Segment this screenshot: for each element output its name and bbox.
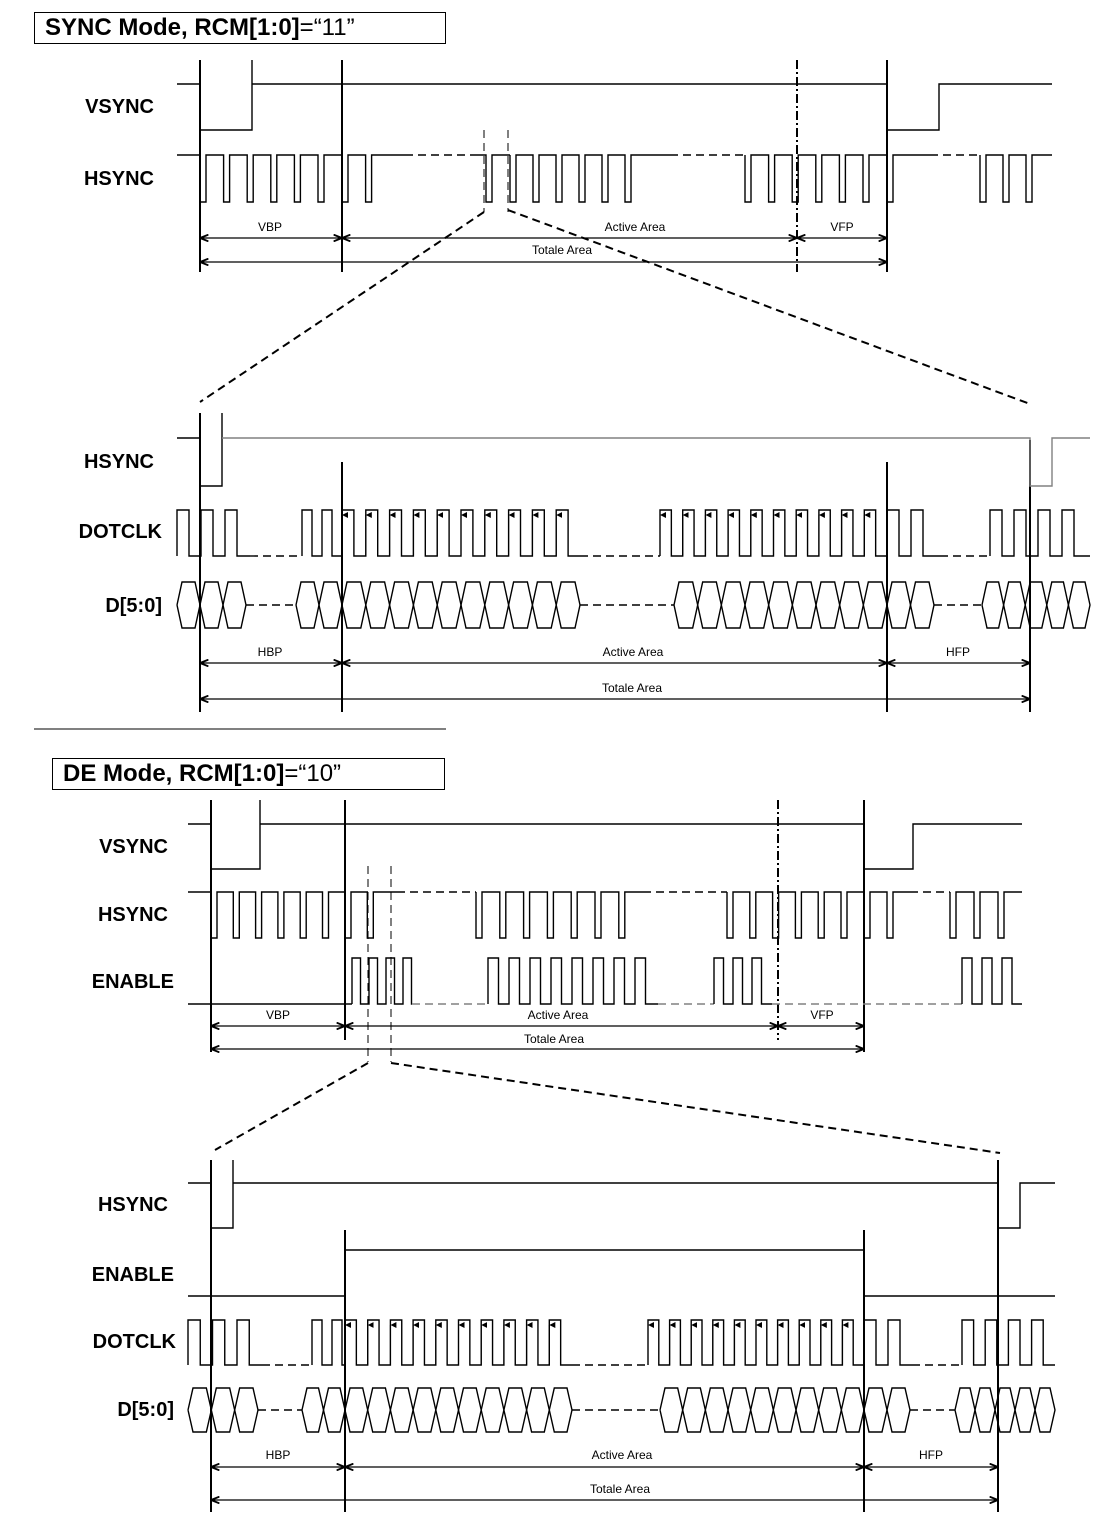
de-detail-dotclk-hbp bbox=[188, 1320, 262, 1365]
de-detail-data-tail-cell bbox=[1035, 1388, 1055, 1432]
de-totale-area-label: Totale Area bbox=[523, 1032, 585, 1046]
de-detail-data-active-2-cell bbox=[796, 1388, 819, 1432]
de-hsync-tail-pulses-2 bbox=[950, 892, 1022, 938]
sync-detail-data-active-2-cell bbox=[792, 582, 816, 628]
sync-detail-dotclk-hbp-2 bbox=[302, 510, 342, 556]
de-detail-hsync-label: HSYNC bbox=[97, 1194, 168, 1216]
sync-detail-data-active-cell bbox=[461, 582, 485, 628]
sync-detail-data-active-2-cell bbox=[698, 582, 722, 628]
de-detail-data-active-cell bbox=[436, 1388, 459, 1432]
de-detail-dotclk-hbp-2 bbox=[312, 1320, 345, 1365]
de-enable-label: ENABLE bbox=[91, 971, 174, 993]
de-detail-active-area-label: Active Area bbox=[591, 1448, 653, 1462]
de-hsync-tail-pulses bbox=[864, 892, 910, 938]
sync-detail-active-area-label: Active Area bbox=[602, 645, 664, 659]
de-detail-enable-waveform bbox=[188, 1250, 1055, 1296]
de-hsync-vbp-pulses bbox=[211, 892, 345, 938]
sync-detail-dotclk-label: DOTCLK bbox=[78, 521, 162, 543]
de-detail-data-active-2-cell bbox=[819, 1388, 842, 1432]
sync-detail-data-active-2-cell bbox=[769, 582, 793, 628]
de-mode-title-suffix: =“10” bbox=[284, 760, 342, 787]
sync-hsync-vfp-pulses bbox=[745, 155, 887, 202]
sync-hsync-tail-pulses bbox=[887, 155, 930, 202]
sync-detail-hsync-waveform bbox=[222, 438, 1090, 486]
de-detail-data-active-cell bbox=[390, 1388, 413, 1432]
de-detail-data-active-cell bbox=[527, 1388, 550, 1432]
de-detail-data-hbp-2-cell bbox=[302, 1388, 324, 1432]
de-vsync-label: VSYNC bbox=[99, 836, 168, 858]
de-detail-data-hfp-cell bbox=[887, 1388, 910, 1432]
de-detail-data-active-cell bbox=[549, 1388, 572, 1432]
sync-detail-data-hbp-cell bbox=[200, 582, 223, 628]
sync-mode-title-prefix: SYNC Mode, RCM[1:0] bbox=[45, 14, 300, 41]
de-detail-data-active-cell bbox=[459, 1388, 482, 1432]
de-detail-data-hbp-cell bbox=[211, 1388, 234, 1432]
de-detail-data-hbp-cell bbox=[188, 1388, 211, 1432]
sync-detail-data-hbp-2-cell bbox=[296, 582, 319, 628]
sync-zoom-projection-right bbox=[508, 210, 1030, 404]
de-detail-data-active-2-cell bbox=[751, 1388, 774, 1432]
sync-detail-data-active-cell bbox=[485, 582, 509, 628]
de-detail-data-active-2-cell bbox=[683, 1388, 706, 1432]
de-detail-data-hbp-2-cell bbox=[324, 1388, 346, 1432]
de-zoom-projection-left bbox=[215, 1063, 368, 1150]
de-detail-data-active-cell bbox=[368, 1388, 391, 1432]
sync-totale-area-label: Totale Area bbox=[531, 243, 593, 257]
de-zoom-projection-right bbox=[391, 1063, 1000, 1153]
de-vsync-waveform bbox=[260, 824, 1022, 869]
sync-detail-data-active-cell bbox=[532, 582, 556, 628]
de-hbp-label: HBP bbox=[265, 1448, 291, 1462]
sync-detail-data-active-2-cell bbox=[840, 582, 864, 628]
sync-detail-data-active-cell bbox=[556, 582, 580, 628]
sync-vsync-label: VSYNC bbox=[85, 96, 154, 118]
de-mode-title-prefix: DE Mode, RCM[1:0] bbox=[63, 760, 285, 787]
de-detail-data-active-2-cell bbox=[705, 1388, 728, 1432]
sync-vsync-waveform bbox=[252, 84, 1052, 130]
sync-detail-data-tail-cell bbox=[1025, 582, 1047, 628]
de-vsync-pulse-1 bbox=[188, 800, 260, 869]
de-detail-data-active-cell bbox=[504, 1388, 527, 1432]
sync-vsync-pulse-1 bbox=[177, 60, 252, 130]
sync-detail-data-tail-cell bbox=[1068, 582, 1090, 628]
sync-detail-data-active-2-cell bbox=[674, 582, 698, 628]
de-detail-data-tail-cell bbox=[955, 1388, 975, 1432]
sync-detail-data-hbp-cell bbox=[177, 582, 200, 628]
de-enable-pulses-3 bbox=[714, 958, 772, 1004]
de-detail-enable-label: ENABLE bbox=[91, 1264, 174, 1286]
sync-hfp-label: HFP bbox=[946, 645, 970, 659]
de-enable-tail-pulses bbox=[962, 958, 1022, 1004]
de-hfp-label: HFP bbox=[919, 1448, 943, 1462]
sync-detail-data-active-2-cell bbox=[816, 582, 840, 628]
de-detail-data-active-2-cell bbox=[660, 1388, 683, 1432]
de-detail-data-active-cell bbox=[345, 1388, 368, 1432]
sync-detail-data-hfp-cell bbox=[911, 582, 935, 628]
sync-detail-data-active-cell bbox=[366, 582, 390, 628]
sync-hsync-active-pulses bbox=[510, 155, 670, 202]
sync-vbp-label: VBP bbox=[257, 220, 283, 234]
sync-hsync-label: HSYNC bbox=[83, 168, 154, 190]
sync-detail-data-label: D[5:0] bbox=[105, 595, 162, 617]
de-detail-data-hfp-cell bbox=[864, 1388, 887, 1432]
sync-hsync-pulses-2 bbox=[342, 155, 405, 202]
sync-detail-data-active-cell bbox=[413, 582, 437, 628]
de-active-area-label: Active Area bbox=[527, 1008, 589, 1022]
sync-vfp-label: VFP bbox=[830, 220, 854, 234]
de-detail-dotclk-tail bbox=[962, 1320, 1055, 1365]
sync-detail-data-active-2-cell bbox=[721, 582, 745, 628]
sync-detail-data-tail-cell bbox=[982, 582, 1004, 628]
de-detail-dotclk-label: DOTCLK bbox=[92, 1331, 176, 1353]
sync-detail-data-hbp-cell bbox=[223, 582, 246, 628]
de-detail-data-label: D[5:0] bbox=[117, 1399, 174, 1421]
sync-detail-data-active-cell bbox=[390, 582, 414, 628]
sync-detail-data-active-cell bbox=[509, 582, 533, 628]
sync-active-area-label: Active Area bbox=[604, 220, 666, 234]
sync-detail-dotclk-hbp bbox=[177, 510, 250, 556]
sync-detail-data-active-cell bbox=[437, 582, 461, 628]
sync-detail-data-hfp-cell bbox=[887, 582, 911, 628]
sync-detail-data-hbp-2-cell bbox=[319, 582, 342, 628]
sync-detail-hsync-label: HSYNC bbox=[83, 451, 154, 473]
de-detail-data-active-cell bbox=[481, 1388, 504, 1432]
de-detail-data-tail-cell bbox=[975, 1388, 995, 1432]
de-vfp-label: VFP bbox=[810, 1008, 834, 1022]
sync-hsync-tail-pulses-2 bbox=[980, 155, 1052, 202]
sync-mode-title-suffix: =“11” bbox=[299, 14, 355, 41]
sync-hsync-zoom-pulse bbox=[475, 155, 510, 202]
sync-detail-data-active-2-cell bbox=[863, 582, 887, 628]
sync-detail-totale-area-label: Totale Area bbox=[601, 681, 663, 695]
de-enable-pulses-1 bbox=[352, 958, 412, 1004]
de-detail-data-active-2-cell bbox=[841, 1388, 864, 1432]
de-hsync-vfp-pulses bbox=[727, 892, 864, 938]
de-detail-data-active-2-cell bbox=[773, 1388, 796, 1432]
de-hsync-active-pulses bbox=[476, 892, 643, 938]
de-detail-data-hbp-cell bbox=[235, 1388, 258, 1432]
sync-detail-data-active-cell bbox=[342, 582, 366, 628]
de-detail-dotclk-hfp bbox=[864, 1320, 912, 1365]
sync-hsync-vbp-pulses bbox=[200, 155, 342, 202]
de-detail-totale-area-label: Totale Area bbox=[589, 1482, 651, 1496]
de-detail-data-active-2-cell bbox=[728, 1388, 751, 1432]
de-hsync-label: HSYNC bbox=[97, 904, 168, 926]
de-detail-data-active-cell bbox=[413, 1388, 436, 1432]
de-enable-active-pulses bbox=[488, 958, 658, 1004]
de-vbp-label: VBP bbox=[265, 1008, 291, 1022]
sync-detail-dotclk-tail bbox=[990, 510, 1090, 556]
de-detail-hsync-waveform bbox=[233, 1183, 1055, 1228]
sync-detail-data-tail-cell bbox=[1004, 582, 1026, 628]
sync-detail-data-tail-cell bbox=[1047, 582, 1069, 628]
sync-detail-dotclk-hfp bbox=[887, 510, 940, 556]
de-hsync-pulses-2 bbox=[345, 892, 397, 938]
sync-hbp-label: HBP bbox=[257, 645, 283, 659]
de-detail-data-tail-cell bbox=[1015, 1388, 1035, 1432]
sync-detail-data-active-2-cell bbox=[745, 582, 769, 628]
